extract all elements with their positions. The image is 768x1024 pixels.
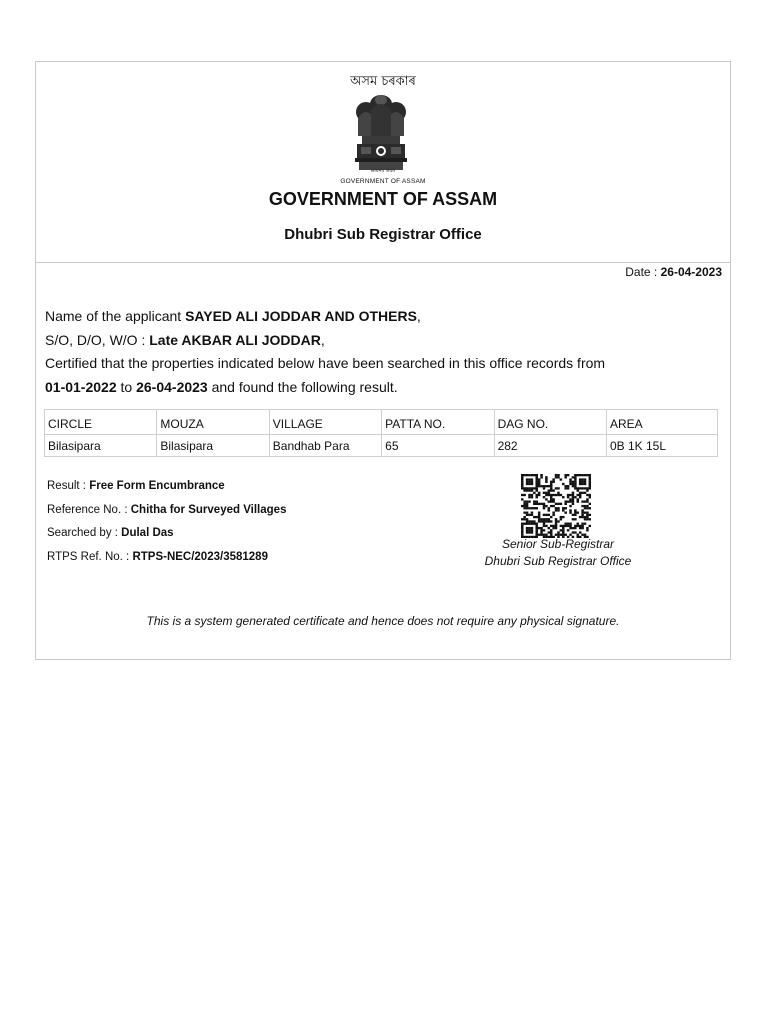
to-word: to: [116, 378, 137, 395]
emblem-motto: सत्यमेव जयते: [370, 168, 396, 174]
reference-label: Reference No. :: [47, 503, 131, 516]
result-label: Result :: [47, 480, 90, 492]
search-details: [47, 475, 286, 569]
property-table: [44, 409, 718, 457]
certificate: [35, 61, 731, 660]
table-header: VILLAGE: [269, 410, 381, 435]
government-title: GOVERNMENT OF ASSAM: [268, 189, 498, 209]
relation-name: Late AKBAR ALI JODDAR: [149, 331, 321, 348]
table-cell: Bandhab Para: [269, 435, 381, 457]
rtps-line: [47, 546, 286, 570]
table-header-row: [45, 410, 718, 435]
date-label: Date :: [625, 265, 661, 279]
table-cell: 282: [494, 435, 606, 457]
office-title: Dhubri Sub Registrar Office: [284, 226, 482, 243]
table-header: DAG NO.: [494, 410, 606, 435]
certificate-header: [36, 62, 730, 263]
certificate-body: [45, 305, 725, 399]
footer-note: This is a system generated certificate and hence does not require any physical signature.: [146, 614, 620, 628]
certified-text: Certified that the properties indicated below have been searched in this office records from: [45, 355, 606, 371]
table-cell: Bilasipara: [157, 435, 269, 457]
reference-value: Chitha for Surveyed Villages: [130, 503, 287, 516]
from-date: 01-01-2022: [45, 378, 117, 395]
certificate-date: [625, 265, 722, 279]
rtps-value: RTPS-NEC/2023/3581289: [132, 550, 268, 563]
signatory-office: Dhubri Sub Registrar Office: [484, 553, 632, 568]
date-value: 26-04-2023: [660, 265, 722, 279]
searched-by-value: Dulal Das: [121, 527, 174, 539]
signatory-title: Senior Sub-Registrar: [501, 537, 615, 551]
rtps-label: RTPS Ref. No. :: [47, 550, 133, 563]
result-value: Free Form Encumbrance: [89, 480, 225, 492]
table-header: MOUZA: [157, 410, 269, 435]
emblem-caption: GOVERNMENT OF ASSAM: [340, 178, 426, 185]
result-text: and found the following result.: [207, 378, 398, 395]
searched-by-line: [47, 522, 286, 546]
reference-line: [47, 499, 286, 523]
state-emblem-icon: [346, 92, 416, 174]
result-line: [47, 475, 286, 499]
table-cell: 0B 1K 15L: [606, 435, 717, 457]
searched-by-label: Searched by :: [47, 527, 122, 539]
qr-code-icon: [521, 474, 591, 538]
table-row: [45, 435, 718, 457]
table-header: CIRCLE: [45, 410, 157, 435]
table-header: PATTA NO.: [382, 410, 494, 435]
table-cell: Bilasipara: [45, 435, 157, 457]
relation-label: S/O, D/O, W/O :: [45, 331, 150, 348]
to-date: 26-04-2023: [136, 378, 208, 395]
applicant-line: Name of the applicant SAYED ALI JODDAR AND OTHERS,: [45, 308, 421, 324]
assamese-title: অসম চৰকাৰ: [350, 74, 416, 89]
signature-block: [446, 536, 670, 569]
applicant-name: SAYED ALI JODDAR AND OTHERS: [185, 308, 417, 324]
applicant-label: Name of the applicant: [45, 308, 186, 324]
relation-line: S/O, D/O, W/O : Late AKBAR ALI JODDAR,: [45, 331, 325, 348]
period-line: [45, 376, 725, 400]
table-cell: 65: [382, 435, 494, 457]
table-header: AREA: [606, 410, 717, 435]
